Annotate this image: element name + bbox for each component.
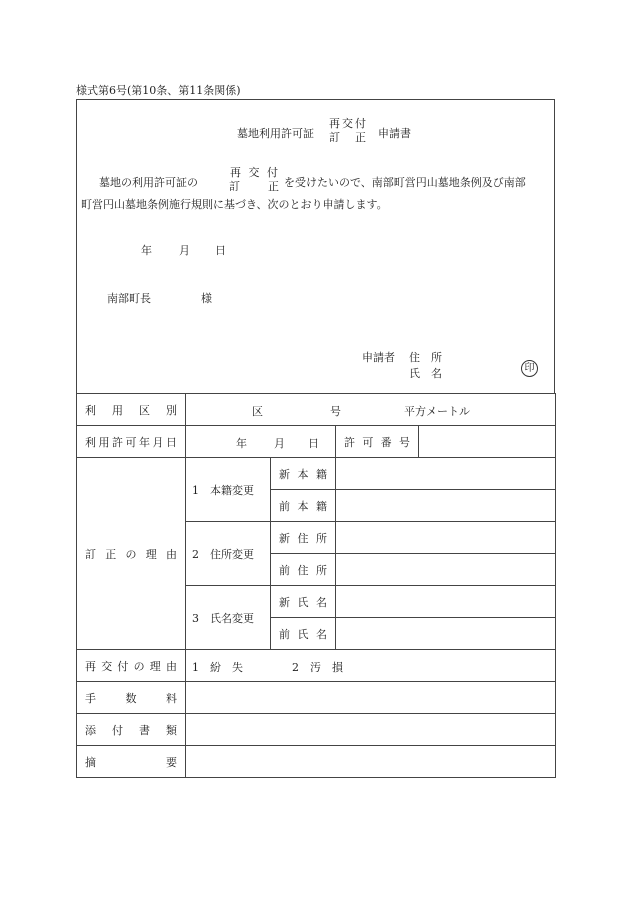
correction-address-title: 2 住所変更 [186, 522, 271, 586]
usage-area-ku: 区 [252, 405, 263, 418]
body-option-reissue: 再 交 付 [230, 166, 280, 179]
old-name-field[interactable] [336, 618, 556, 650]
reissue-option-lost: 1 紛 失 [192, 661, 243, 674]
permit-date-label: 利用許可年月日 [77, 426, 186, 458]
attachments-row [77, 714, 556, 746]
date-month: 月 [179, 244, 190, 257]
old-domicile-field[interactable] [336, 490, 556, 522]
usage-area-row [77, 394, 556, 426]
reissue-option-damaged: 2 汚 損 [292, 661, 343, 674]
permit-date-month: 月 [274, 437, 285, 450]
usage-area-go: 号 [330, 405, 341, 418]
title-prefix: 墓地利用許可証 [237, 127, 314, 140]
reissue-reason-label: 再交付の理由 [77, 650, 186, 682]
attachments-label: 添付書類 [77, 714, 186, 746]
body-option-stack [229, 166, 281, 194]
permit-date-field[interactable] [186, 426, 336, 458]
new-domicile-field[interactable] [336, 458, 556, 490]
reissue-reason-field[interactable] [186, 650, 556, 682]
title-suffix: 申請書 [378, 127, 411, 140]
applicant-label: 申請者 [362, 351, 395, 364]
applicant-name-label: 氏 名 [409, 367, 442, 380]
permit-date-day: 日 [308, 437, 319, 450]
title-option-stack [329, 117, 368, 145]
remarks-label: 摘要 [77, 746, 186, 778]
title-option-correction: 訂 正 [329, 131, 368, 144]
correction-old-address-label: 前住所 [271, 554, 336, 586]
reissue-row [77, 650, 556, 682]
usage-area-unit: 平方メートル [404, 405, 470, 418]
addressee-honorific: 様 [201, 292, 212, 305]
new-address-field[interactable] [336, 522, 556, 554]
body-option-correction: 訂 正 [229, 180, 281, 193]
applicant-address-label: 住 所 [409, 351, 442, 364]
form-number: 様式第6号(第10条、第11条関係) [76, 84, 241, 97]
fee-row [77, 682, 556, 714]
correction-new-address-label: 新住所 [271, 522, 336, 554]
usage-area-field[interactable] [186, 394, 556, 426]
application-table [76, 393, 556, 778]
old-address-field[interactable] [336, 554, 556, 586]
title-option-reissue: 再交付 [329, 117, 368, 130]
body-line2: 町営円山墓地条例施行規則に基づき、次のとおり申請します。 [81, 198, 388, 211]
date-day: 日 [215, 244, 226, 257]
usage-area-label: 利用区別 [77, 394, 186, 426]
correction-row [77, 458, 556, 490]
correction-old-name-label: 前氏名 [271, 618, 336, 650]
permit-number-label: 許可番号 [336, 426, 419, 458]
seal-mark: 印 [521, 360, 538, 377]
new-name-field[interactable] [336, 586, 556, 618]
remarks-row [77, 746, 556, 778]
correction-old-domicile-label: 前本籍 [271, 490, 336, 522]
application-header-frame [76, 99, 555, 393]
correction-name-title: 3 氏名変更 [186, 586, 271, 650]
permit-date-year: 年 [236, 437, 247, 450]
fee-label: 手数料 [77, 682, 186, 714]
attachments-field[interactable] [186, 714, 556, 746]
permit-date-row [77, 426, 556, 458]
correction-new-name-label: 新氏名 [271, 586, 336, 618]
body-line1-rest: を受けたいので、南部町営円山墓地条例及び南部 [284, 176, 526, 189]
date-year: 年 [141, 244, 152, 257]
remarks-field[interactable] [186, 746, 556, 778]
correction-new-domicile-label: 新本籍 [271, 458, 336, 490]
correction-domicile-title: 1 本籍変更 [186, 458, 271, 522]
fee-field[interactable] [186, 682, 556, 714]
addressee-name: 南部町長 [107, 292, 151, 305]
permit-number-field[interactable] [419, 426, 556, 458]
body-lead: 墓地の利用許可証の [99, 176, 198, 189]
correction-reason-label: 訂正の理由 [77, 458, 186, 650]
